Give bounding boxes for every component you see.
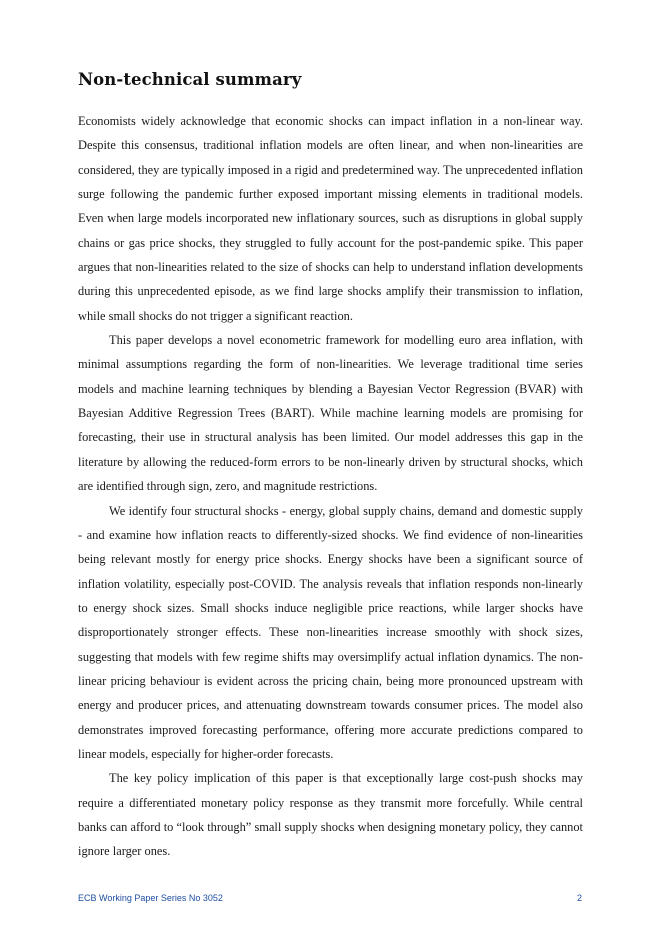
footer-series-label: ECB Working Paper Series No 3052 — [78, 893, 223, 903]
paragraph-2: This paper develops a novel econometric framework for modelling euro area inflation, with minimal assumptions regarding the form of non-linearities. We leverage traditional time series models and machine learning techniques by blending a Bayesian Vector Regression (BVAR) with Bayesian Additive Regression Trees (BART). While machine learning models are promising for forecasting, their use in structural analysis has been limited. Our model addresses this gap in the literature by allowing the reduced-form errors to be non-linearly driven by structural shocks, which are identified through sign, zero, and magnitude restrictions. — [78, 333, 583, 494]
footer-page-number: 2 — [576, 893, 582, 903]
section-title: Non-technical summary — [78, 70, 302, 89]
summary-body — [78, 109, 583, 864]
paragraph-3: We identify four structural shocks - energy, global supply chains, demand and domestic supply - and examine how inflation reacts to differently-sized shocks. We find evidence of non-linearities being relevant mostly for energy price shocks. Energy shocks have been a significant source of inflation volatility, especially post-COVID. The analysis reveals that inflation responds non-linearly to energy shock sizes. Small shocks induce negligible price reactions, while larger shocks have disproportionately stronger effects. These non-linearities increase smoothly with shock sizes, suggesting that models with few regime shifts may oversimplify actual inflation dynamics. The non-linear pricing behaviour is evident across the pricing chain, being more pronounced upstream with energy and producer prices, and attenuating downstream towards consumer prices. The model also demonstrates improved forecasting performance, offering more accurate predictions compared to linear models, especially for higher-order forecasts. — [78, 503, 583, 761]
paragraph-1: Economists widely acknowledge that economic shocks can impact inflation in a non-linear way. Despite this consensus, traditional inflation models are often linear, and when non-linearities are considered, they are typically imposed in a rigid and predetermined way. The unprecedented inflation surge following the pandemic further exposed important missing elements in traditional models. Even when large models incorporated new inflationary sources, such as disruptions in global supply chains or gas price shocks, they struggled to fully account for the post-pandemic spike. This paper argues that non-linearities related to the size of shocks can help to understand inflation developments during this unprecedented episode, as we find large shocks amplify their transmission to inflation, while small shocks do not trigger a significant reaction. — [78, 114, 583, 323]
paragraph-4: The key policy implication of this paper is that exceptionally large cost-push shocks may require a differentiated monetary policy response as they transmit more forcefully. While central banks can afford to “look through” small supply shocks when designing monetary policy, they cannot ignore larger ones. — [78, 771, 583, 859]
